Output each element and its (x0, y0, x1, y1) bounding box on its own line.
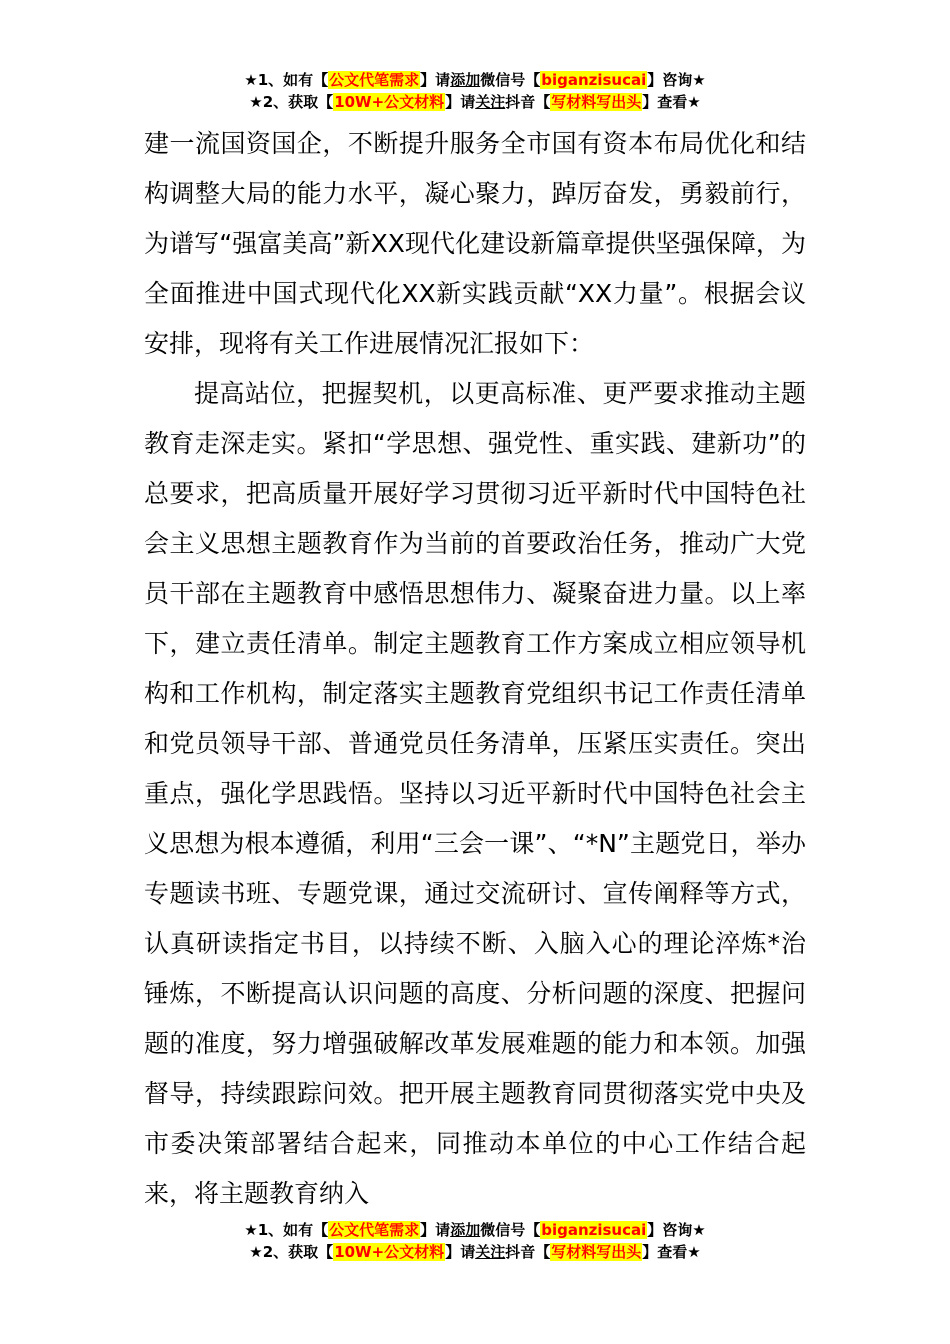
underlined-text: 关注 (475, 1243, 506, 1261)
banner-text: 微信号【 (480, 1221, 541, 1239)
banner-text: 微信号【 (480, 71, 541, 89)
banner-line-1 (0, 1219, 950, 1241)
banner-line-1 (0, 69, 950, 91)
banner-text: 】请 (445, 93, 476, 111)
header-banner (0, 69, 950, 113)
banner-text: 抖音【 (505, 93, 551, 111)
banner-text: ★1、如有【 (244, 1221, 329, 1239)
banner-text: 】咨询★ (647, 71, 706, 89)
banner-text: ★2、获取【 (249, 1243, 334, 1261)
banner-text: 】查看★ (642, 93, 701, 111)
underlined-text: 关注 (475, 93, 506, 111)
paragraph: 建一流国资国企，不断提升服务全市国有资本布局优化和结构调整大局的能力水平，凝心聚力，踔厉奋发，勇毅前行，为谱写“强富美高”新XX现代化建设新篇章提供坚强保障，为全面推进中国式现代化XX新实践贡献“XX力量”。根据会议安排，现将有关工作进展情况汇报如下： (144, 129, 806, 358)
highlight-text: 公文代笔需求 (329, 71, 420, 89)
douyin-account: 写材料写出头 (551, 93, 642, 111)
banner-text: ★1、如有【 (244, 71, 329, 89)
highlight-text: 10W+公文材料 (334, 93, 445, 111)
highlight-text: 10W+公文材料 (334, 1243, 445, 1261)
underlined-text: 添加 (450, 71, 481, 89)
douyin-account: 写材料写出头 (551, 1243, 642, 1261)
banner-text: ★2、获取【 (249, 93, 334, 111)
paragraph: 提高站位，把握契机，以更高标准、更严要求推动主题教育走深走实。紧扣“学思想、强党性、重实践、建新功”的总要求，把高质量开展好学习贯彻习近平新时代中国特色社会主义思想主题教育作为当前的首要政治任务，推动广大党员干部在主题教育中感悟思想伟力、凝聚奋进力量。以上率下，建立责任清单。制定主题教育工作方案成立相应领导机构和工作机构，制定落实主题教育党组织书记工作责任清单和党员领导干部、普通党员任务清单，压紧压实责任。突出重点，强化学思践悟。坚持以习近平新时代中国特色社会主义思想为根本遵循，利用“三会一课”、“*N”主题党日，举办专题读书班、专题党课，通过交流研讨、宣传阐释等方式，认真研读指定书目，以持续不断、入脑入心的理论淬炼*治锤炼，不断提高认识问题的高度、分析问题的深度、把握问题的准度，努力增强破解改革发展难题的能力和本领。加强督导，持续跟踪问效。把开展主题教育同贯彻落实党中央及市委决策部署结合起来，同推动本单位的中心工作结合起来，将主题教育纳入 (144, 379, 806, 1208)
footer-banner (0, 1219, 950, 1263)
highlight-text: 公文代笔需求 (329, 1221, 420, 1239)
banner-line-2 (0, 1241, 950, 1263)
underlined-text: 添加 (450, 1221, 481, 1239)
banner-text: 】请 (445, 1243, 476, 1261)
banner-text: 】查看★ (642, 1243, 701, 1261)
banner-text: 】请 (420, 1221, 451, 1239)
banner-text: 】咨询★ (647, 1221, 706, 1239)
banner-line-2 (0, 91, 950, 113)
document-body (144, 119, 806, 1219)
wechat-id: biganzisucai (541, 71, 647, 89)
banner-text: 抖音【 (505, 1243, 551, 1261)
banner-text: 】请 (420, 71, 451, 89)
wechat-id: biganzisucai (541, 1221, 647, 1239)
